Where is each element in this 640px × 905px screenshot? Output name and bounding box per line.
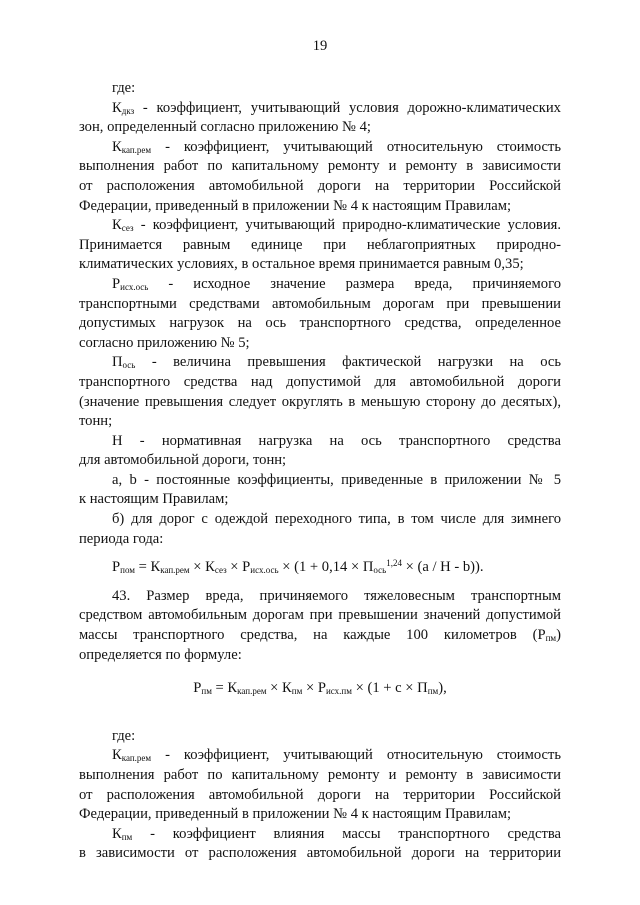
def-k-kaprem-line-2: выполнения работ по капитальному ремонту и ремонту в зависимости: [79, 158, 561, 175]
def-p-os-line-4: тонн;: [79, 413, 113, 430]
def-k-dkz-line-2: зон, определенный согласно приложению № 4;: [79, 119, 371, 136]
def-k-kaprem-2-line-2: выполнения работ по капитальному ремонту и ремонту в зависимости: [79, 767, 561, 783]
item-43-line-2: средством автомобильным дорогам при превышении значений допустимой: [79, 607, 561, 624]
item-43-line-3: массы транспортного средства, на каждые 100 километров $(Р_{пм})$: [79, 627, 561, 644]
item-b-line-2: периода года:: [79, 530, 164, 547]
def-r-ish-os-line-2: транспортными средствами автомобильным дорогам при превышении: [79, 295, 561, 312]
def-h-line-2: для автомобильной дороги, тонн;: [79, 452, 287, 469]
def-r-ish-os-line-3: допустимых нагрузок на ось транспортного средства, определенное: [79, 315, 561, 332]
def-k-sez-line-1: $К_{сез}$ - коэффициент, учитывающий природно-климатические условия.: [112, 217, 561, 234]
def-k-kaprem-line-3: от расположения автомобильной дороги на территории Российской: [79, 177, 561, 194]
def-p-os-line-2: транспортного средства над допустимой для автомобильной дороги: [79, 373, 561, 390]
def-k-dkz-line-1: $К_{дкз}$ - коэффициент, учитывающий условия дорожно-климатических: [112, 99, 561, 116]
def-ab-line-2: к настоящим Правилам;: [79, 491, 229, 508]
page-number: 19: [312, 38, 328, 54]
item-43-line-4: определяется по формуле:: [79, 646, 242, 663]
def-ab-line-1: а, b - постоянные коэффициенты, приведенные в приложении № 5: [112, 471, 561, 488]
def-h-line-1: Н - нормативная нагрузка на ось транспортного средства: [112, 432, 561, 449]
def-k-kaprem-line-4: Федерации, приведенный в приложении № 4 к настоящим Правилам;: [79, 197, 512, 214]
formula-r-pm: $Р_{пм} = К_{кап.рем} \times К_{пм} \times Р_{исх.пм} \times (1 + с \times П_{пм})$,: [193, 680, 447, 697]
item-43-line-1: 43. Размер вреда, причиняемого тяжеловесным транспортным: [112, 587, 561, 604]
def-k-kaprem-2-line-1: $К_{кап.рем}$ - коэффициент, учитывающий относительную стоимость: [112, 747, 561, 764]
def-p-os-line-1: $П_{ось}$ - величина превышения фактической нагрузки на ось: [112, 354, 561, 371]
def-k-pm-line-1: $К_{пм}$ - коэффициент влияния массы транспортного средства: [112, 825, 561, 842]
item-b-line-1: б) для дорог с одеждой переходного типа, в том числе для зимнего: [112, 511, 561, 528]
def-r-ish-os-line-1: $Р_{исх.ось}$ - исходное значение размера вреда, причиняемого: [112, 275, 561, 292]
def-k-kaprem-line-1: $К_{кап.рем}$ - коэффициент, учитывающий относительную стоимость: [112, 138, 561, 155]
def-k-kaprem-2-line-3: от расположения автомобильной дороги на территории Российской: [79, 786, 561, 803]
def-k-kaprem-2-line-4: Федерации, приведенный в приложении № 4 к настоящим Правилам;: [79, 806, 512, 823]
def-p-os-line-3: (значение превышения следует округлять в меньшую сторону до десятых),: [79, 393, 561, 410]
def-k-pm-line-2: в зависимости от расположения автомобильной дороги на территории: [79, 845, 561, 862]
where-label-2: где:: [112, 727, 136, 744]
def-k-sez-line-3: климатических условиях, в остальное время принимается равным 0,35;: [79, 256, 524, 273]
formula-r-pom: $Р_{пом} = К_{кап.рем} \times К_{сез} \times Р_{исх.ось} \times (1 + 0,14 \times П_{ось}^{1,24} \times (а / Н - b))$.: [112, 558, 484, 576]
def-r-ish-os-line-4: согласно приложению № 5;: [79, 334, 250, 351]
page-body: [79, 79, 561, 864]
where-label: где:: [112, 80, 136, 96]
def-k-sez-line-2: Принимается равным единице при неблагоприятных природно-: [79, 236, 561, 253]
